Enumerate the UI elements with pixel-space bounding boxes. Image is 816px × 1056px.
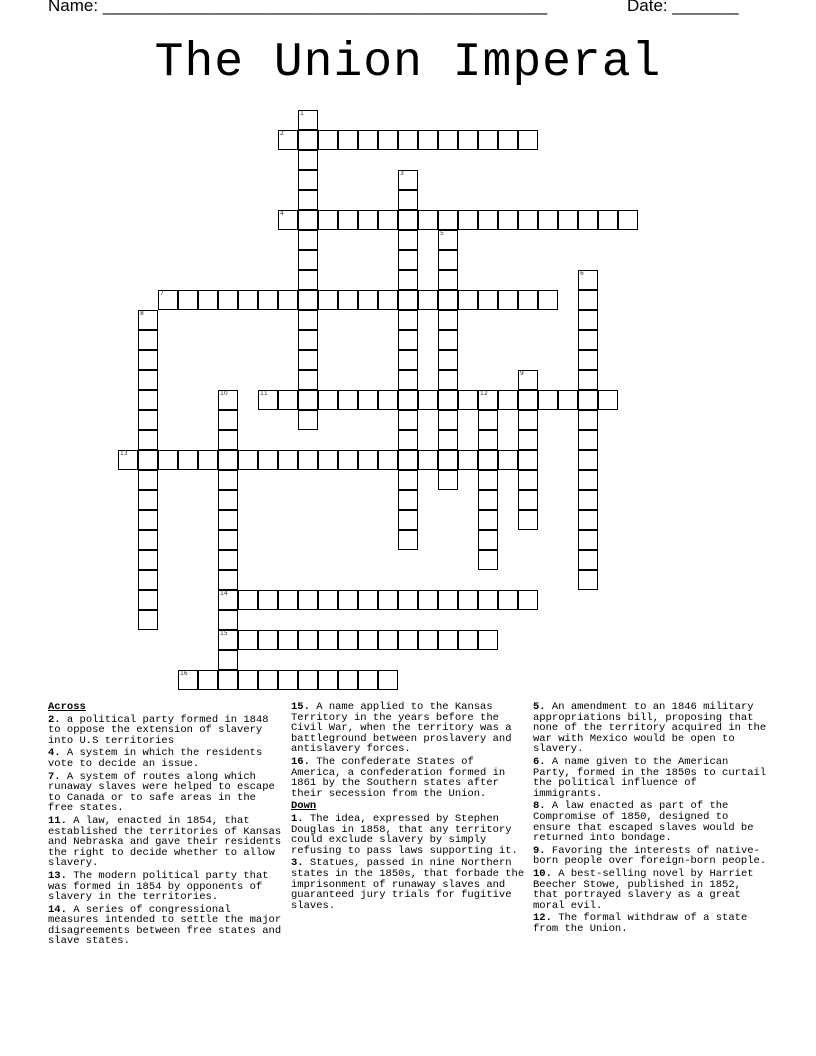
down-clue: 1. The idea, expressed by Stephen Douglas in 1858, that any territory could exclude slavery by simply refusing to pass laws supporting it. [291, 812, 518, 857]
grid-cell[interactable] [278, 390, 298, 410]
grid-cell[interactable] [358, 670, 378, 690]
grid-cell[interactable] [478, 210, 498, 230]
down-clue: 5. An amendment to an 1846 military appropriations bill, proposing that none of the territory acquired in the war with Mexico would be open to slavery. [533, 701, 767, 756]
grid-cell[interactable] [278, 290, 298, 310]
grid-cell[interactable] [398, 270, 418, 290]
grid-cell[interactable] [138, 430, 158, 450]
grid-cell[interactable] [398, 330, 418, 350]
grid-cell[interactable] [578, 450, 598, 470]
grid-cell[interactable] [398, 630, 418, 650]
grid-cell[interactable] [298, 290, 318, 310]
grid-cell[interactable] [398, 190, 418, 210]
grid-cell[interactable] [398, 350, 418, 370]
clue-number: 11 [260, 390, 268, 397]
grid-cell[interactable] [438, 410, 458, 430]
grid-cell[interactable] [218, 470, 238, 490]
grid-cell[interactable] [218, 650, 238, 670]
grid-cell[interactable] [378, 210, 398, 230]
grid-cell[interactable] [378, 290, 398, 310]
across-heading: Across [48, 701, 86, 713]
grid-cell[interactable] [438, 310, 458, 330]
grid-cell[interactable] [278, 130, 298, 150]
grid-cell[interactable] [398, 310, 418, 330]
grid-cell[interactable] [438, 350, 458, 370]
grid-cell[interactable] [298, 350, 318, 370]
grid-cell[interactable] [318, 630, 338, 650]
grid-cell[interactable] [478, 450, 498, 470]
grid-cell[interactable] [378, 450, 398, 470]
grid-cell[interactable] [498, 390, 518, 410]
grid-cell[interactable] [138, 570, 158, 590]
grid-cell[interactable] [138, 350, 158, 370]
grid-cell[interactable] [578, 550, 598, 570]
grid-cell[interactable] [298, 170, 318, 190]
page-title: The Union Imperal [154, 36, 662, 90]
grid-cell[interactable] [258, 390, 278, 410]
grid-cell[interactable] [298, 150, 318, 170]
grid-cell[interactable] [518, 450, 538, 470]
grid-cell[interactable] [418, 290, 438, 310]
clue-column-1 [48, 702, 282, 949]
grid-cell[interactable] [278, 670, 298, 690]
grid-cell[interactable] [558, 210, 578, 230]
grid-cell[interactable] [418, 210, 438, 230]
grid-cell[interactable] [458, 450, 478, 470]
grid-cell[interactable] [438, 390, 458, 410]
clue-column-3 [533, 702, 769, 936]
grid-cell[interactable] [398, 470, 418, 490]
grid-cell[interactable] [578, 510, 598, 530]
grid-cell[interactable] [578, 430, 598, 450]
across-clue: 13. The modern political party that was formed in 1854 by opponents of slavery in the territories. [48, 869, 269, 904]
grid-cell[interactable] [498, 130, 518, 150]
clue-number: 12 [480, 390, 488, 397]
name-line[interactable]: Name: _______________________________________________ [48, 0, 548, 15]
grid-cell[interactable] [138, 470, 158, 490]
grid-cell[interactable] [438, 470, 458, 490]
grid-cell[interactable] [238, 630, 258, 650]
grid-cell[interactable] [418, 130, 438, 150]
grid-cell[interactable] [478, 130, 498, 150]
grid-cell[interactable] [298, 390, 318, 410]
grid-cell[interactable] [398, 130, 418, 150]
grid-cell[interactable] [518, 370, 538, 390]
grid-cell[interactable] [338, 450, 358, 470]
grid-cell[interactable] [418, 450, 438, 470]
grid-cell[interactable] [278, 210, 298, 230]
across-clue: 14. A series of congressional measures intended to settle the major disagreements between free states and slave states. [48, 903, 282, 948]
grid-cell[interactable] [298, 670, 318, 690]
grid-cell[interactable] [278, 630, 298, 650]
grid-cell[interactable] [378, 130, 398, 150]
grid-cell[interactable] [258, 670, 278, 690]
grid-cell[interactable] [298, 110, 318, 130]
grid-cell[interactable] [258, 590, 278, 610]
grid-cell[interactable] [298, 130, 318, 150]
grid-cell[interactable] [478, 430, 498, 450]
grid-cell[interactable] [218, 490, 238, 510]
grid-cell[interactable] [258, 290, 278, 310]
grid-cell[interactable] [578, 370, 598, 390]
grid-cell[interactable] [438, 450, 458, 470]
grid-cell[interactable] [318, 590, 338, 610]
grid-cell[interactable] [478, 290, 498, 310]
grid-cell[interactable] [138, 490, 158, 510]
grid-cell[interactable] [198, 450, 218, 470]
grid-cell[interactable] [158, 450, 178, 470]
grid-cell[interactable] [478, 530, 498, 550]
grid-cell[interactable] [158, 290, 178, 310]
grid-cell[interactable] [458, 290, 478, 310]
grid-cell[interactable] [298, 250, 318, 270]
grid-cell[interactable] [398, 390, 418, 410]
across-clue: 4. A system in which the residents vote to decide an issue. [48, 747, 263, 770]
grid-cell[interactable] [378, 630, 398, 650]
grid-cell[interactable] [258, 450, 278, 470]
grid-cell[interactable] [518, 290, 538, 310]
grid-cell[interactable] [138, 550, 158, 570]
grid-cell[interactable] [178, 670, 198, 690]
grid-cell[interactable] [478, 490, 498, 510]
grid-cell[interactable] [338, 630, 358, 650]
grid-cell[interactable] [398, 250, 418, 270]
grid-cell[interactable] [618, 210, 638, 230]
grid-cell[interactable] [398, 430, 418, 450]
grid-cell[interactable] [218, 510, 238, 530]
grid-cell[interactable] [578, 570, 598, 590]
grid-cell[interactable] [578, 210, 598, 230]
grid-cell[interactable] [138, 370, 158, 390]
clue-number: 8 [140, 310, 144, 317]
across-clue: 16. The confederate States of America, a confederation formed in 1861 by the Southern states after their secession from the Union. [291, 755, 506, 800]
grid-cell[interactable] [458, 590, 478, 610]
grid-cell[interactable] [478, 390, 498, 410]
grid-cell[interactable] [418, 630, 438, 650]
grid-cell[interactable] [398, 450, 418, 470]
grid-cell[interactable] [398, 410, 418, 430]
grid-cell[interactable] [298, 310, 318, 330]
grid-cell[interactable] [598, 390, 618, 410]
grid-cell[interactable] [138, 390, 158, 410]
grid-cell[interactable] [418, 390, 438, 410]
grid-cell[interactable] [218, 610, 238, 630]
grid-cell[interactable] [318, 130, 338, 150]
grid-cell[interactable] [518, 130, 538, 150]
across-clue: 15. A name applied to the Kansas Territory in the years before the Civil War, when the territory was a battleground between proslavery and antislavery forces. [291, 701, 512, 756]
grid-cell[interactable] [538, 210, 558, 230]
down-clue: 9. Favoring the interests of native-born people over foreign-born people. [533, 844, 767, 868]
grid-cell[interactable] [138, 310, 158, 330]
across-clue: 2. a political party formed in 1848 to oppose the extension of slavery into U.S territories [48, 713, 269, 747]
clue-number: 13 [120, 450, 128, 457]
grid-cell[interactable] [298, 630, 318, 650]
grid-cell[interactable] [238, 670, 258, 690]
grid-cell[interactable] [218, 290, 238, 310]
grid-cell[interactable] [438, 290, 458, 310]
grid-cell[interactable] [398, 490, 418, 510]
clue-number: 5 [440, 230, 444, 237]
grid-cell[interactable] [518, 390, 538, 410]
grid-cell[interactable] [138, 510, 158, 530]
grid-cell[interactable] [558, 390, 578, 410]
grid-cell[interactable] [398, 230, 418, 250]
grid-cell[interactable] [298, 590, 318, 610]
clue-number: 16 [180, 670, 188, 677]
down-clue: 10. A best-selling novel by Harriet Beecher Stowe, published in 1852, that portrayed slavery as a great moral evil. [533, 867, 754, 912]
clue-number: 6 [580, 270, 584, 277]
grid-cell[interactable] [518, 410, 538, 430]
grid-cell[interactable] [398, 370, 418, 390]
grid-cell[interactable] [578, 270, 598, 290]
grid-cell[interactable] [498, 450, 518, 470]
grid-cell[interactable] [438, 210, 458, 230]
grid-cell[interactable] [298, 330, 318, 350]
grid-cell[interactable] [378, 590, 398, 610]
grid-cell[interactable] [218, 530, 238, 550]
grid-cell[interactable] [578, 290, 598, 310]
grid-cell[interactable] [498, 290, 518, 310]
grid-cell[interactable] [478, 550, 498, 570]
grid-cell[interactable] [518, 490, 538, 510]
grid-cell[interactable] [578, 410, 598, 430]
grid-cell[interactable] [358, 590, 378, 610]
across-clue: 11. A law, enacted in 1854, that established the territories of Kansas and Nebraska and gave their residents the right to decide whether to allow slavery. [48, 814, 282, 870]
grid-cell[interactable] [358, 130, 378, 150]
clue-number: 10 [220, 390, 228, 397]
grid-cell[interactable] [538, 390, 558, 410]
clue-number: 7 [160, 290, 164, 297]
grid-cell[interactable] [138, 590, 158, 610]
grid-cell[interactable] [518, 590, 538, 610]
grid-cell[interactable] [358, 630, 378, 650]
grid-cell[interactable] [418, 590, 438, 610]
grid-cell[interactable] [578, 310, 598, 330]
grid-cell[interactable] [358, 290, 378, 310]
grid-cell[interactable] [258, 630, 278, 650]
grid-cell[interactable] [318, 210, 338, 230]
grid-cell[interactable] [218, 550, 238, 570]
grid-cell[interactable] [478, 410, 498, 430]
grid-cell[interactable] [498, 590, 518, 610]
grid-cell[interactable] [478, 630, 498, 650]
grid-cell[interactable] [238, 290, 258, 310]
grid-cell[interactable] [238, 590, 258, 610]
grid-cell[interactable] [218, 430, 238, 450]
grid-cell[interactable] [198, 670, 218, 690]
grid-cell[interactable] [318, 390, 338, 410]
grid-cell[interactable] [438, 590, 458, 610]
grid-cell[interactable] [478, 590, 498, 610]
grid-cell[interactable] [578, 490, 598, 510]
grid-cell[interactable] [298, 190, 318, 210]
grid-cell[interactable] [338, 670, 358, 690]
grid-cell[interactable] [358, 450, 378, 470]
grid-cell[interactable] [458, 210, 478, 230]
grid-cell[interactable] [578, 530, 598, 550]
grid-cell[interactable] [198, 290, 218, 310]
grid-cell[interactable] [398, 510, 418, 530]
grid-cell[interactable] [518, 470, 538, 490]
grid-cell[interactable] [458, 130, 478, 150]
grid-cell[interactable] [298, 230, 318, 250]
grid-cell[interactable] [578, 350, 598, 370]
header [48, 0, 748, 20]
grid-cell[interactable] [118, 450, 138, 470]
grid-cell[interactable] [398, 170, 418, 190]
grid-cell[interactable] [518, 430, 538, 450]
grid-cell[interactable] [338, 590, 358, 610]
grid-cell[interactable] [378, 670, 398, 690]
grid-cell[interactable] [298, 210, 318, 230]
grid-cell[interactable] [338, 290, 358, 310]
grid-cell[interactable] [358, 210, 378, 230]
grid-cell[interactable] [218, 410, 238, 430]
clue-number: 9 [520, 370, 524, 377]
grid-cell[interactable] [318, 670, 338, 690]
grid-cell[interactable] [438, 430, 458, 450]
grid-cell[interactable] [298, 410, 318, 430]
grid-cell[interactable] [438, 270, 458, 290]
grid-cell[interactable] [278, 450, 298, 470]
grid-cell[interactable] [438, 370, 458, 390]
clue-number: 4 [280, 210, 284, 217]
grid-cell[interactable] [578, 390, 598, 410]
grid-cell[interactable] [398, 290, 418, 310]
grid-cell[interactable] [358, 390, 378, 410]
grid-cell[interactable] [238, 450, 258, 470]
grid-cell[interactable] [438, 630, 458, 650]
grid-cell[interactable] [438, 130, 458, 150]
grid-cell[interactable] [398, 590, 418, 610]
grid-cell[interactable] [218, 590, 238, 610]
clue-number: 3 [400, 170, 404, 177]
grid-cell[interactable] [278, 590, 298, 610]
grid-cell[interactable] [598, 210, 618, 230]
down-clue: 8. A law enacted as part of the Compromise of 1850, designed to ensure that escaped slaves would be returned into bondage. [533, 800, 754, 845]
grid-cell[interactable] [178, 450, 198, 470]
grid-cell[interactable] [218, 570, 238, 590]
grid-cell[interactable] [298, 450, 318, 470]
grid-cell[interactable] [578, 330, 598, 350]
grid-cell[interactable] [498, 210, 518, 230]
grid-cell[interactable] [298, 370, 318, 390]
grid-cell[interactable] [138, 330, 158, 350]
down-clue: 3. Statues, passed in nine Northern states in the 1850s, that forbade the imprisonment of runaway slaves and guaranteed jury trials for fugitive slaves. [291, 857, 525, 912]
grid-cell[interactable] [438, 330, 458, 350]
grid-cell[interactable] [138, 450, 158, 470]
grid-cell[interactable] [518, 210, 538, 230]
across-clue: 7. A system of routes along which runaway slaves were helped to escape to Canada or to safe areas in the free states. [48, 770, 275, 815]
grid-cell[interactable] [518, 510, 538, 530]
clue-column-2 [291, 702, 527, 913]
grid-cell[interactable] [398, 210, 418, 230]
grid-cell[interactable] [338, 210, 358, 230]
grid-cell[interactable] [318, 450, 338, 470]
clue-number: 14 [220, 590, 228, 597]
grid-cell[interactable] [458, 630, 478, 650]
grid-cell[interactable] [338, 390, 358, 410]
grid-cell[interactable] [318, 290, 338, 310]
date-line[interactable]: Date: _______ [627, 0, 739, 15]
grid-cell[interactable] [178, 290, 198, 310]
grid-cell[interactable] [538, 290, 558, 310]
grid-cell[interactable] [138, 610, 158, 630]
down-clue: 12. The formal withdraw of a state from the Union. [533, 912, 748, 935]
clue-number: 1 [300, 110, 304, 117]
grid-cell[interactable] [218, 390, 238, 410]
down-heading: Down [291, 800, 317, 813]
down-clue: 6. A name given to the American Party, formed in the 1850s to curtail the political influence of immigrants. [533, 755, 767, 800]
grid-cell[interactable] [458, 390, 478, 410]
grid-cell[interactable] [138, 530, 158, 550]
grid-cell[interactable] [578, 470, 598, 490]
grid-cell[interactable] [138, 410, 158, 430]
grid-cell[interactable] [478, 470, 498, 490]
clue-number: 2 [280, 130, 284, 137]
grid-cell[interactable] [438, 230, 458, 250]
grid-cell[interactable] [218, 450, 238, 470]
grid-cell[interactable] [218, 630, 238, 650]
clue-number: 15 [220, 630, 228, 637]
grid-cell[interactable] [478, 510, 498, 530]
grid-cell[interactable] [298, 270, 318, 290]
grid-cell[interactable] [338, 130, 358, 150]
grid-cell[interactable] [438, 250, 458, 270]
grid-cell[interactable] [398, 530, 418, 550]
grid-cell[interactable] [378, 390, 398, 410]
grid-cell[interactable] [218, 670, 238, 690]
